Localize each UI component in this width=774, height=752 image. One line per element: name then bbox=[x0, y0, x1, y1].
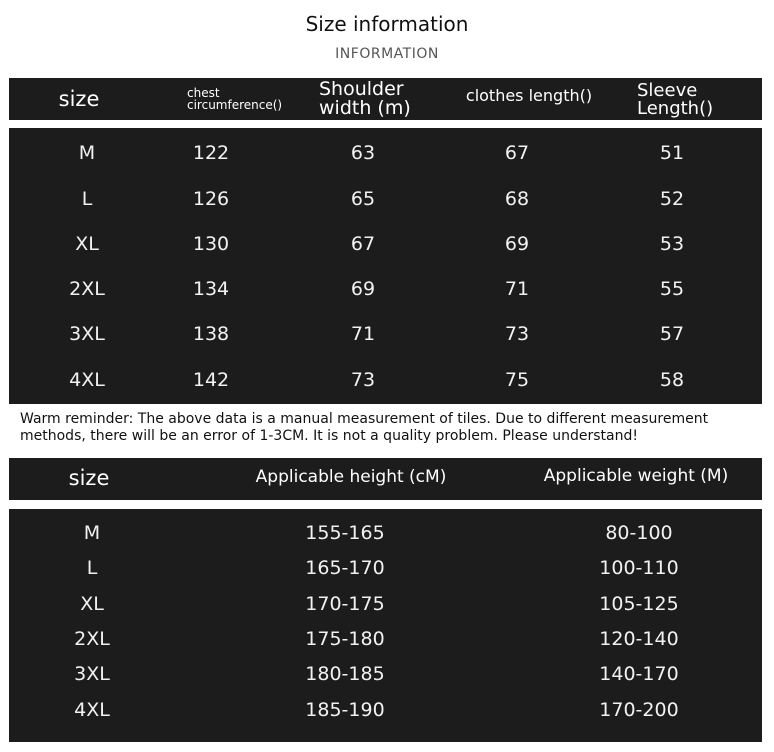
height-cell: 175-180 bbox=[305, 628, 385, 650]
length-cell: 71 bbox=[504, 278, 530, 300]
table2-header bbox=[9, 458, 762, 500]
chest-cell: 134 bbox=[192, 278, 230, 300]
table1-header-sleeve bbox=[637, 80, 747, 120]
length-cell: 73 bbox=[504, 323, 530, 345]
table1-header-shoulder bbox=[319, 78, 429, 120]
shoulder-cell: 69 bbox=[350, 278, 376, 300]
sleeve-cell: 52 bbox=[659, 188, 685, 210]
size-cell: 2XL bbox=[69, 278, 105, 300]
sleeve-cell: 57 bbox=[659, 323, 685, 345]
sleeve-cell: 55 bbox=[659, 278, 685, 300]
table2-header-height: Applicable height (cM) bbox=[255, 466, 447, 487]
chest-cell: 126 bbox=[192, 188, 230, 210]
table1-header-sleeve-line2: Length() bbox=[637, 98, 714, 119]
height-cell: 155-165 bbox=[305, 522, 385, 544]
table-row bbox=[9, 659, 762, 689]
size-cell: M bbox=[78, 142, 96, 164]
table-row bbox=[9, 184, 762, 214]
size-cell: 4XL bbox=[74, 699, 110, 721]
length-cell: 68 bbox=[504, 188, 530, 210]
length-cell: 75 bbox=[504, 369, 530, 391]
size-cell: 3XL bbox=[69, 323, 105, 345]
page-subtitle: INFORMATION bbox=[335, 46, 439, 62]
shoulder-cell: 71 bbox=[350, 323, 376, 345]
table1-header-shoulder-line2: width (m) bbox=[319, 97, 411, 119]
table-row bbox=[9, 518, 762, 548]
height-cell: 165-170 bbox=[305, 557, 385, 579]
page-title: Size information bbox=[305, 12, 469, 36]
table1-header-chest bbox=[187, 82, 307, 116]
size-cell: 2XL bbox=[74, 628, 110, 650]
table-row bbox=[9, 319, 762, 349]
size-cell: XL bbox=[75, 233, 99, 255]
size-cell: M bbox=[83, 522, 101, 544]
chest-cell: 142 bbox=[192, 369, 230, 391]
weight-cell: 120-140 bbox=[599, 628, 679, 650]
size-cell: 4XL bbox=[69, 369, 105, 391]
size-cell: L bbox=[81, 188, 93, 210]
table2-header-size: size bbox=[68, 465, 110, 490]
sleeve-cell: 51 bbox=[659, 142, 685, 164]
height-cell: 180-185 bbox=[305, 663, 385, 685]
height-cell: 170-175 bbox=[305, 593, 385, 615]
length-cell: 69 bbox=[504, 233, 530, 255]
table1-body bbox=[9, 128, 762, 404]
size-cell: 3XL bbox=[74, 663, 110, 685]
size-cell: XL bbox=[80, 593, 104, 615]
table-row bbox=[9, 553, 762, 583]
weight-cell: 105-125 bbox=[599, 593, 679, 615]
sleeve-cell: 53 bbox=[659, 233, 685, 255]
table-row bbox=[9, 695, 762, 725]
shoulder-cell: 73 bbox=[350, 369, 376, 391]
table-row bbox=[9, 274, 762, 304]
chest-cell: 130 bbox=[192, 233, 230, 255]
chest-cell: 122 bbox=[192, 142, 230, 164]
table2-header-weight: Applicable weight (M) bbox=[543, 465, 729, 486]
table1-header bbox=[9, 78, 762, 120]
warm-reminder-text: Warm reminder: The above data is a manual measurement of tiles. Due to different measurement methods, there will be an error of 1-3CM. It is not a quality problem. Please understand! bbox=[20, 411, 709, 444]
table-row bbox=[9, 624, 762, 654]
shoulder-cell: 67 bbox=[350, 233, 376, 255]
weight-cell: 140-170 bbox=[599, 663, 679, 685]
table1-header-sleeve-line1: Sleeve bbox=[637, 80, 698, 101]
height-cell: 185-190 bbox=[305, 699, 385, 721]
sleeve-cell: 58 bbox=[659, 369, 685, 391]
table-row bbox=[9, 365, 762, 395]
chest-cell: 138 bbox=[192, 323, 230, 345]
table1-header-chest-line2: circumference() bbox=[187, 98, 283, 112]
table2-body bbox=[9, 509, 762, 742]
weight-cell: 170-200 bbox=[599, 699, 679, 721]
shoulder-cell: 63 bbox=[350, 142, 376, 164]
size-cell: L bbox=[86, 557, 98, 579]
table-row bbox=[9, 229, 762, 259]
table-row bbox=[9, 589, 762, 619]
table1-header-size: size bbox=[58, 86, 100, 111]
weight-cell: 100-110 bbox=[599, 557, 679, 579]
shoulder-cell: 65 bbox=[350, 188, 376, 210]
table1-header-shoulder-line1: Shoulder bbox=[319, 78, 404, 100]
table1-header-chest-line1: chest bbox=[187, 86, 220, 100]
table1-header-length: clothes length() bbox=[465, 86, 593, 105]
weight-cell: 80-100 bbox=[605, 522, 673, 544]
table-row bbox=[9, 138, 762, 168]
length-cell: 67 bbox=[504, 142, 530, 164]
